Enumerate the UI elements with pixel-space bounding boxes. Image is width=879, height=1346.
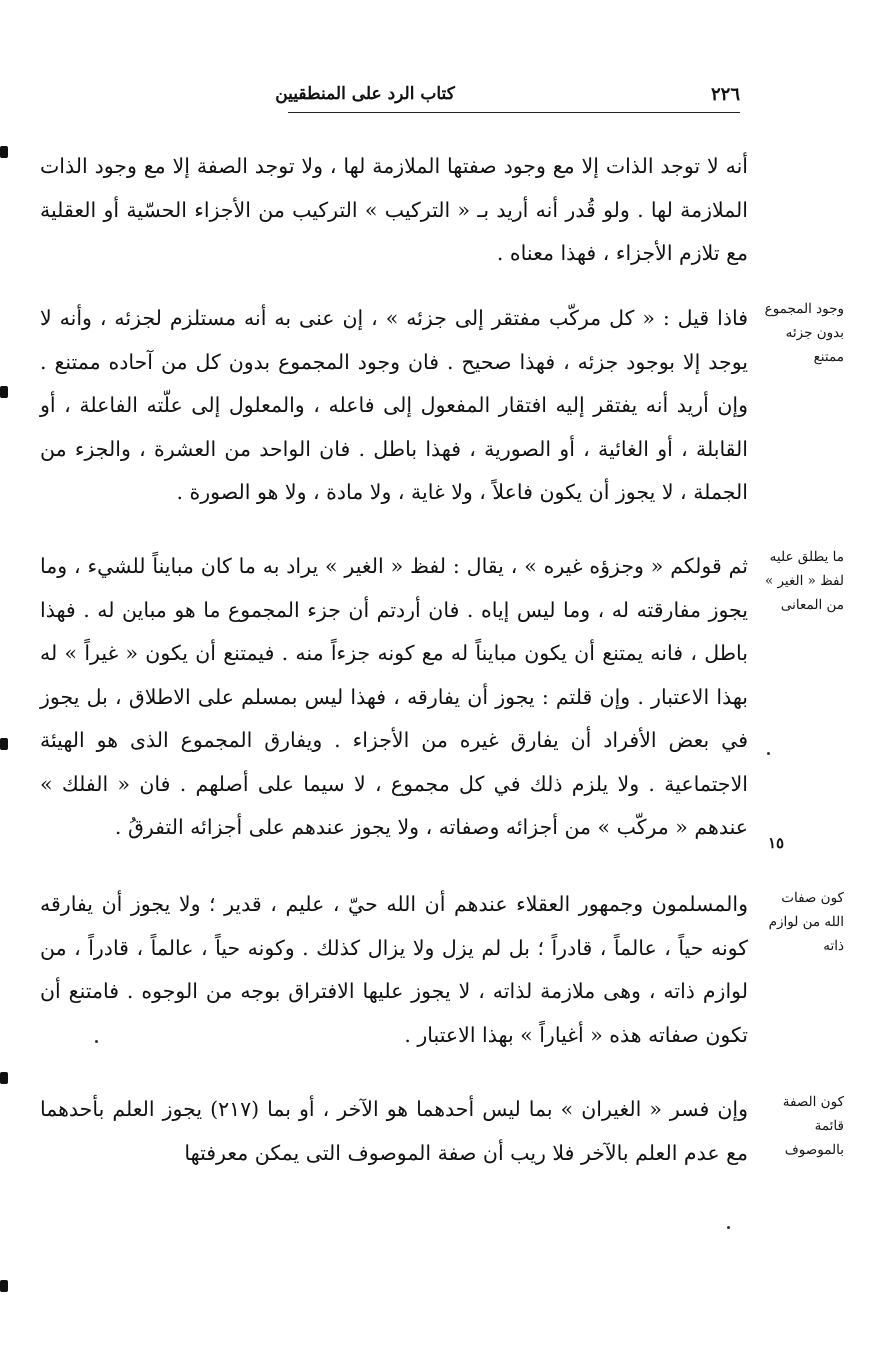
binding-mark [0, 1280, 8, 1292]
paragraph-3: ثم قولكم « وجزؤه غيره » ، يقال : لفظ « الغير » يراد به ما كان مبايناً للشيء ، وما يجوز مفارقته له ، وما ليس إياه . فان أردتم أن جزء المجموع ما هو مباين له . فهذا باطل ، فانه يمتنع أن يكون مبايناً له مع كونه جزءاً منه . فيمتنع أن يكون « غيراً » له بهذا الاعتبار . وإن قلتم : يجوز أن يفارقه ، فهذا ليس بمسلم على الاطلاق ، بل يجوز في بعض الأفراد أن يفارق غيره من الأجزاء . ويفارق المجموع الذى هو الهيئة الاجتماعية . ولا يلزم ذلك في كل مجموع ، لا سيما على أصلهم . فان « الفلك » عندهم « مركّب » من أجزائه وصفاته ، ولا يجوز عندهم على أجزائه التفرقُ . [40, 554, 748, 839]
page-number: ٢٢٦ [710, 84, 740, 105]
binding-mark [0, 386, 8, 398]
binding-mark [0, 1072, 8, 1084]
binding-mark [0, 146, 8, 158]
print-speck [95, 1040, 98, 1043]
paragraph-4: والمسلمون وجمهور العقلاء عندهم أن الله حيّ ، عليم ، قدير ؛ ولا يجوز أن يفارقه كونه حياً ، عالماً ، قادراً ؛ بل لم يزل ولا يزال كذلك . وكونه حياً ، عالماً ، قادراً ، من لوازم ذاته ، وهى ملازمة لذاته ، لا يجوز عليها الافتراق بوجه من الوجوه . فامتنع أن تكون صفاته هذه « أغياراً » بهذا الاعتبار . [40, 892, 748, 1047]
header-rule [288, 112, 740, 113]
running-header-title: كتاب الرد على المنطقيين [275, 84, 455, 104]
print-speck [727, 1226, 730, 1229]
margin-note-2: ما يطلق عليه لفظ « الغير » من المعانى [764, 549, 844, 613]
binding-mark [0, 738, 8, 750]
margin-note-1: وجود المجموع بدون جزئه ممتنع [764, 301, 844, 365]
paragraph-1: أنه لا توجد الذات إلا مع وجود صفتها الملازمة لها ، ولا توجد الصفة إلا مع وجود الذات الملازمة لها . ولو قُدر أنه أريد بـ « التركيب » التركيب من الأجزاء الحسّية أو العقلية مع تلازم الأجزاء ، فهذا معناه . [40, 154, 748, 265]
paragraph-2: فاذا قيل : « كل مركّب مفتقر إلى جزئه » ، إن عنى به أنه مستلزم لجزئه ، وأنه لا يوجد إلا بوجود جزئه ، فهذا صحيح . فان وجود المجموع بدون كل من آحاده ممتنع . وإن أريد أنه يفتقر إليه افتقار المفعول إلى فاعله ، والمعلول إلى علّته الفاعلة ، أو القابلة ، أو الغائية ، أو الصورية ، فهذا باطل . فان الواحد من العشرة ، والجزء من الجملة ، لا يجوز أن يكون فاعلاً ، ولا غاية ، ولا مادة ، ولا هو الصورة . [40, 306, 748, 504]
line-number-marker: ١٥ [768, 834, 785, 852]
paragraph-5: وإن فسر « الغيران » بما ليس أحدهما هو الآخر ، أو بما (٢١٧) يجوز العلم بأحدهما مع عدم العلم بالآخر فلا ريب أن صفة الموصوف التى يمكن معرفتها [40, 1097, 748, 1165]
print-speck [767, 752, 770, 755]
margin-note-3: كون صفات الله من لوازم ذاته [768, 890, 844, 954]
margin-note-4: كون الصفة قائمة بالموصوف [782, 1094, 844, 1158]
